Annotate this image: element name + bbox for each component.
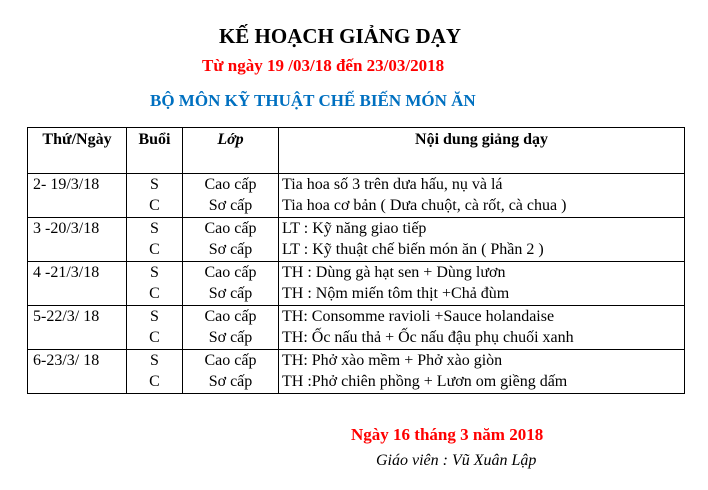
row-session-cell	[127, 218, 183, 262]
row-content: Tia hoa cơ bản ( Dưa chuột, cà rốt, cà chua )	[282, 197, 567, 214]
row-content: TH: Ốc nấu thả + Ốc nấu đậu phụ chuối xanh	[282, 329, 574, 346]
row-day: 3 -20/3/18	[33, 220, 100, 237]
row-session-cell	[127, 306, 183, 350]
row-class-cell	[183, 174, 279, 218]
row-session: C	[149, 373, 160, 390]
row-day-cell	[28, 262, 127, 306]
row-class: Cao cấp	[204, 308, 257, 325]
table-row	[28, 306, 685, 350]
row-session: S	[150, 308, 159, 325]
row-content: TH : Dùng gà hạt sen + Dùng lươn	[282, 264, 506, 281]
table-row	[28, 350, 685, 394]
row-content-cell	[279, 218, 685, 262]
row-session: C	[149, 329, 160, 346]
row-content-cell	[279, 306, 685, 350]
header-class: Lớp	[183, 128, 279, 174]
row-class: Sơ cấp	[208, 197, 253, 214]
header-content: Nội dung giảng dạy	[279, 128, 685, 174]
row-content: TH: Phở xào mềm + Phở xào giòn	[282, 352, 503, 369]
row-day: 6-23/3/ 18	[33, 352, 100, 369]
date-range: Từ ngày 19 /03/18 đến 23/03/2018	[202, 56, 445, 75]
row-session: C	[149, 241, 160, 258]
row-class-cell	[183, 350, 279, 394]
teaching-plan-table	[27, 127, 685, 394]
row-class: Sơ cấp	[208, 241, 253, 258]
row-content: LT : Kỹ năng giao tiếp	[282, 220, 427, 237]
teacher-signature: Giáo viên : Vũ Xuân Lập	[376, 452, 537, 469]
table-row	[28, 218, 685, 262]
row-day: 5-22/3/ 18	[33, 308, 100, 325]
row-content: LT : Kỹ thuật chế biến món ăn ( Phần 2 )	[282, 241, 544, 258]
row-session-cell	[127, 262, 183, 306]
table-row	[28, 174, 685, 218]
row-class: Cao cấp	[204, 264, 257, 281]
header-session: Buổi	[127, 128, 183, 174]
header-day: Thứ/Ngày	[28, 128, 127, 174]
row-class: Cao cấp	[204, 220, 257, 237]
row-day: 2- 19/3/18	[33, 176, 100, 193]
row-class-cell	[183, 306, 279, 350]
row-content-cell	[279, 174, 685, 218]
row-class: Sơ cấp	[208, 329, 253, 346]
row-class: Sơ cấp	[208, 373, 253, 390]
row-content: TH : Nộm miến tôm thịt +Chả đùm	[282, 285, 510, 302]
table-header-row	[28, 128, 685, 174]
row-session: C	[149, 197, 160, 214]
table-row	[28, 262, 685, 306]
row-content: TH :Phở chiên phồng + Lươn om giềng dấm	[282, 373, 568, 390]
row-class: Cao cấp	[204, 176, 257, 193]
row-content-cell	[279, 262, 685, 306]
row-session: S	[150, 220, 159, 237]
department-heading: BỘ MÔN KỸ THUẬT CHẾ BIẾN MÓN ĂN	[150, 91, 476, 110]
row-content: TH: Consomme ravioli +Sauce holandaise	[282, 308, 555, 325]
row-class-cell	[183, 218, 279, 262]
sign-date: Ngày 16 tháng 3 năm 2018	[351, 425, 544, 444]
row-session: S	[150, 264, 159, 281]
document-title-text: KẾ HOẠCH GIẢNG DẠY	[218, 24, 462, 48]
row-day-cell	[28, 174, 127, 218]
row-content-cell	[279, 350, 685, 394]
row-session: S	[150, 352, 159, 369]
row-day-cell	[28, 218, 127, 262]
document-title	[0, 24, 708, 49]
row-class: Cao cấp	[204, 352, 257, 369]
row-content: Tia hoa số 3 trên dưa hấu, nụ và lá	[282, 176, 503, 193]
row-class-cell	[183, 262, 279, 306]
row-day-cell	[28, 350, 127, 394]
row-day: 4 -21/3/18	[33, 264, 100, 281]
row-session-cell	[127, 350, 183, 394]
row-session: S	[150, 176, 159, 193]
row-session-cell	[127, 174, 183, 218]
row-day-cell	[28, 306, 127, 350]
row-class: Sơ cấp	[208, 285, 253, 302]
row-session: C	[149, 285, 160, 302]
